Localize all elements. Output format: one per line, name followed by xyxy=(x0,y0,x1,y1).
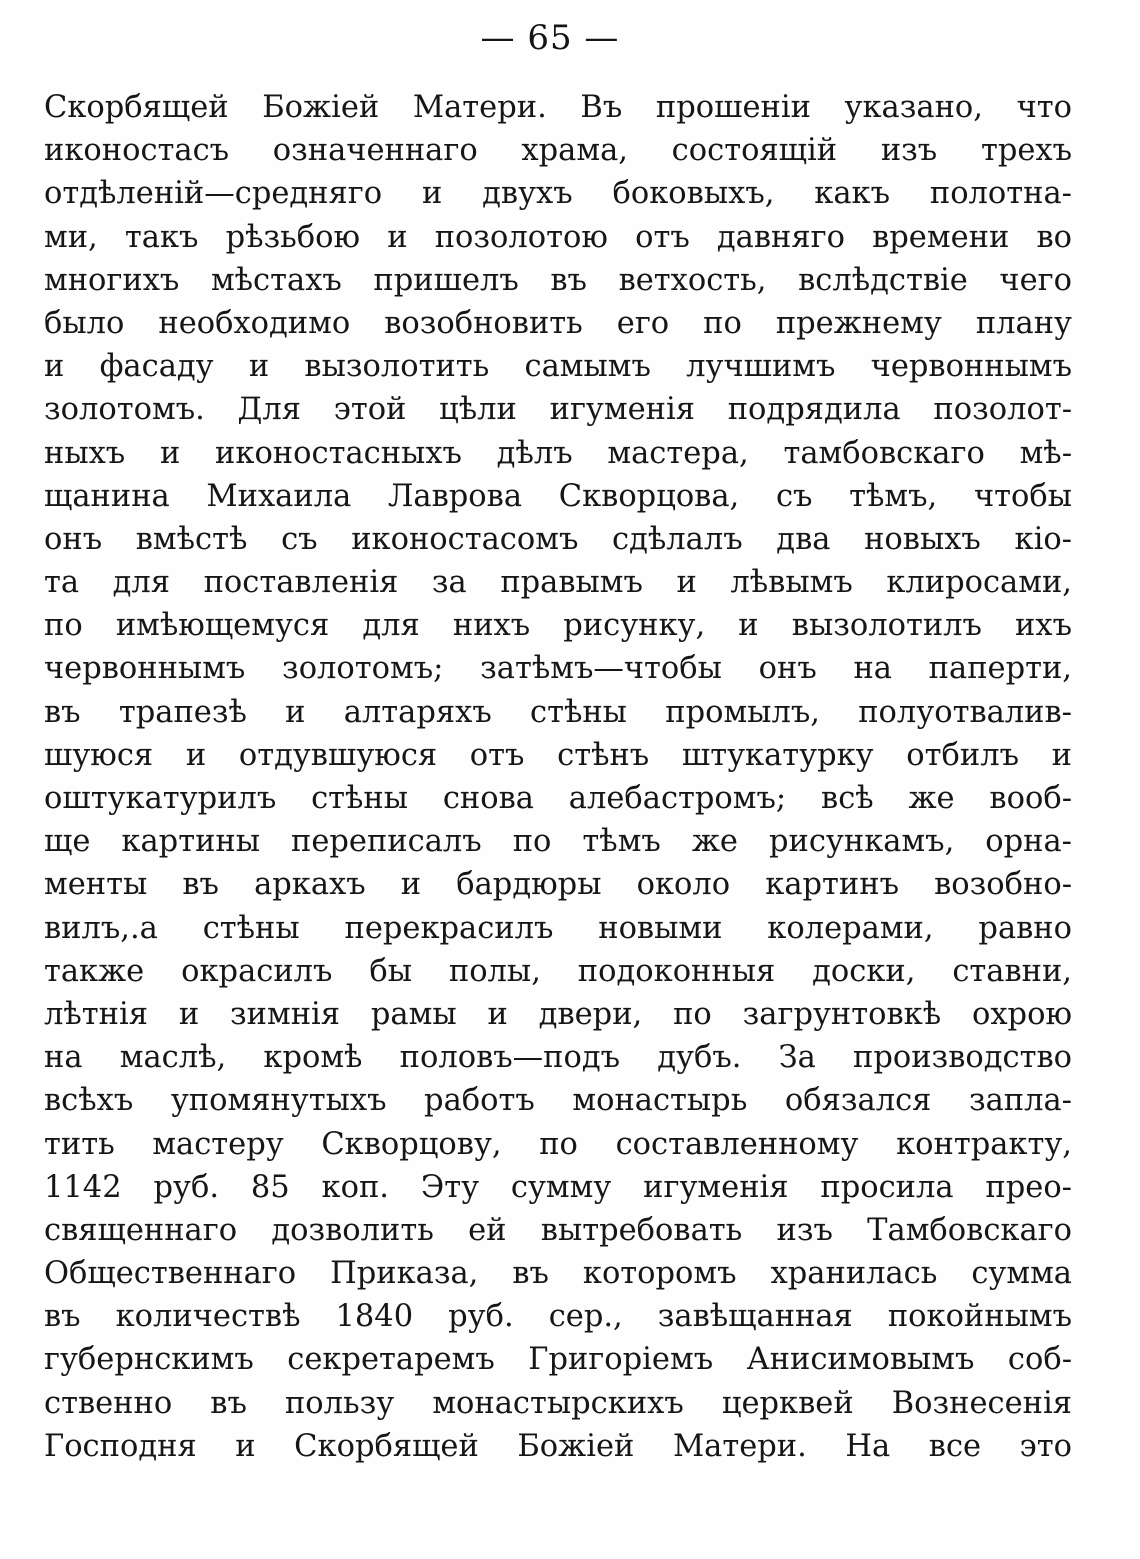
body-text xyxy=(44,86,1072,1468)
text-line: менты въ аркахъ и бардюры около картинъ возобно- xyxy=(44,867,1072,903)
text-line: въ количествѣ 1840 руб. сер., завѣщанная покойнымъ xyxy=(44,1299,1072,1335)
text-line: та для поставленія за правымъ и лѣвымъ клиросами, xyxy=(44,565,1072,601)
text-line: по имѣющемуся для нихъ рисунку, и вызолотилъ ихъ xyxy=(44,608,1072,644)
text-line: было необходимо возобновить его по прежнему плану xyxy=(44,305,1072,341)
text-line: ственно въ пользу монастырскихъ церквей Вознесенія xyxy=(44,1385,1072,1421)
text-line: священнаго дозволить ей вытребовать изъ Тамбовскаго xyxy=(44,1212,1072,1248)
text-line: многихъ мѣстахъ пришелъ въ ветхость, вслѣдствіе чего xyxy=(44,262,1072,298)
text-line: всѣхъ упомянутыхъ работъ монастырь обязался запла- xyxy=(44,1083,1072,1119)
text-line: Скорбящей Божіей Матери. Въ прошеніи указано, что xyxy=(44,90,1072,125)
text-line: ныхъ и иконостасныхъ дѣлъ мастера, тамбовскаго мѣ- xyxy=(44,435,1072,471)
text-line: ще картины переписалъ по тѣмъ же рисункамъ, орна- xyxy=(44,824,1072,860)
text-line: онъ вмѣстѣ съ иконостасомъ сдѣлалъ два новыхъ кіо- xyxy=(44,521,1072,557)
text-line: также окрасилъ бы полы, подоконныя доски, ставни, xyxy=(44,953,1072,989)
text-line: Общественнаго Приказа, въ которомъ хранилась сумма xyxy=(44,1256,1072,1292)
text-line: Господня и Скорбящей Божіей Матери. На все это xyxy=(44,1428,1072,1464)
text-line: золотомъ. Для этой цѣли игуменія подрядила позолот- xyxy=(44,392,1072,428)
text-line: и фасаду и вызолотить самымъ лучшимъ червоннымъ xyxy=(44,349,1072,385)
text-line: оштукатурилъ стѣны снова алебастромъ; всѣ же вооб- xyxy=(44,781,1072,816)
text-line: иконостасъ означеннаго храма, состоящій изъ трехъ xyxy=(44,133,1072,169)
page-number: — 65 — xyxy=(480,18,620,58)
text-line: 1142 руб. 85 коп. Эту сумму игуменія просила прео- xyxy=(44,1169,1072,1205)
text-line: червоннымъ золотомъ; затѣмъ—чтобы онъ на паперти, xyxy=(44,651,1072,687)
text-line: губернскимъ секретаремъ Григоріемъ Анисимовымъ соб- xyxy=(44,1342,1072,1378)
text-line: щанина Михаила Лаврова Скворцова, съ тѣмъ, чтобы xyxy=(44,478,1072,514)
text-line: шуюся и отдувшуюся отъ стѣнъ штукатурку отбилъ и xyxy=(44,737,1072,773)
text-line: отдѣленій—средняго и двухъ боковыхъ, какъ полотна- xyxy=(44,176,1072,212)
text-line: на маслѣ, кромѣ половъ—подъ дубъ. За производство xyxy=(44,1040,1072,1076)
text-line: лѣтнія и зимнія рамы и двери, по загрунтовкѣ охрою xyxy=(44,996,1072,1032)
text-line: ми, такъ рѣзьбою и позолотою отъ давняго времени во xyxy=(44,219,1072,255)
text-line: въ трапезѣ и алтаряхъ стѣны промылъ, полуотвалив- xyxy=(44,694,1072,730)
text-line: тить мастеру Скворцову, по составленному контракту, xyxy=(44,1126,1072,1162)
text-line: вилъ,.а стѣны перекрасилъ новыми колерами, равно xyxy=(44,910,1072,946)
